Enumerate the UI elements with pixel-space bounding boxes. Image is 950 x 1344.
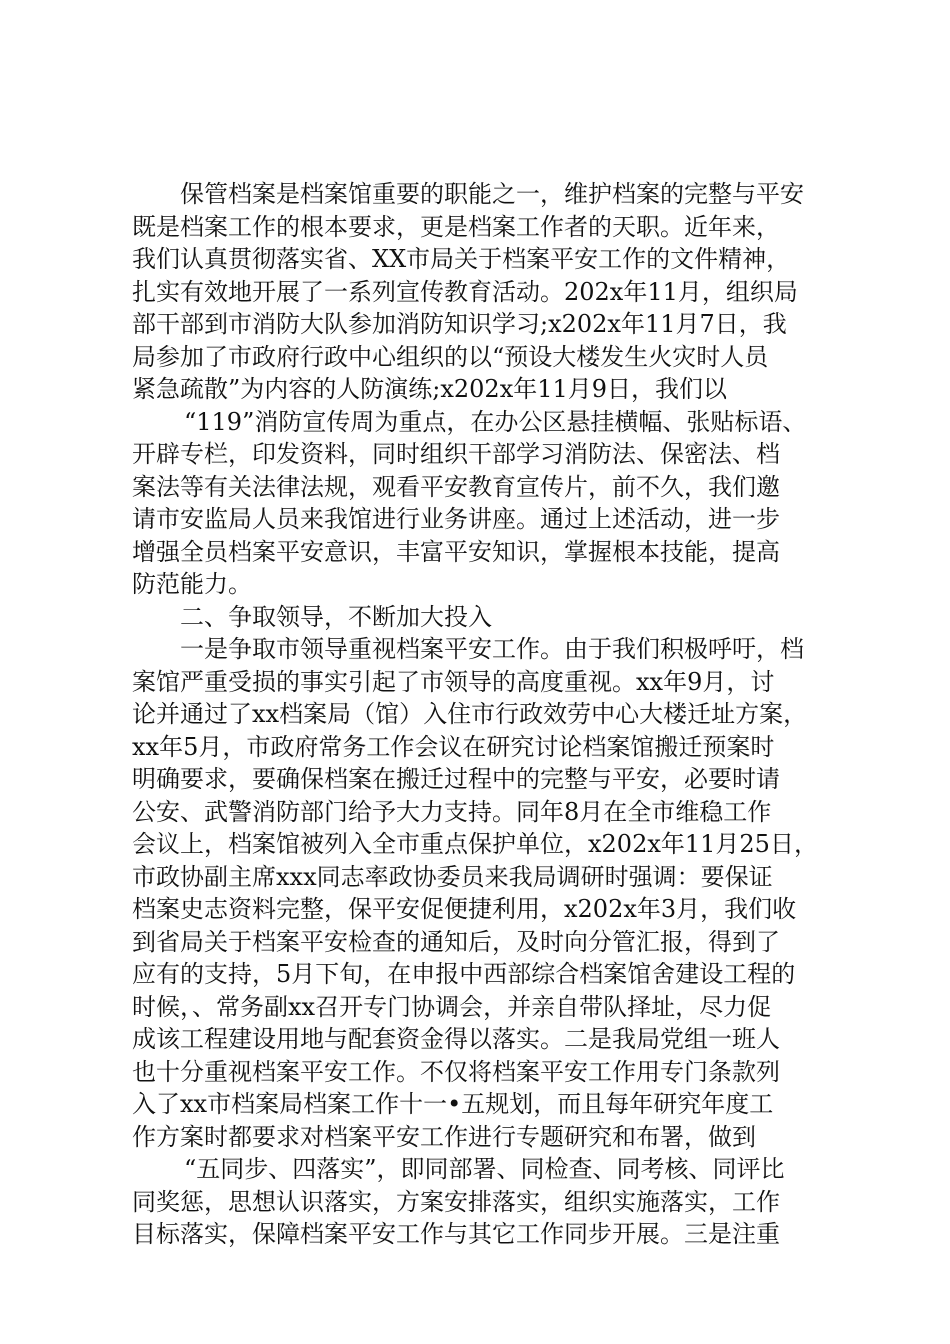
text-line: 请市安监局人员来我馆进行业务讲座。通过上述活动，进一步 (132, 505, 780, 533)
text-line: 入了xx市档案局档案工作十一•五规划，而且每年研究年度工 (132, 1090, 774, 1118)
text-line: 公安、武警消防部门给予大力支持。同年8月在全市维稳工作 (132, 797, 772, 826)
text-line: 市政协副主席xxx同志率政协委员来我局调研时强调：要保证 (132, 862, 773, 891)
text-line: 档案史志资料完整，保平安促便捷利用，x202x年3月，我们收 (132, 895, 797, 923)
text-line: 案法等有关法律法规，观看平安教育宣传片，前不久，我们邀 (132, 472, 780, 501)
text-line: 会议上，档案馆被列入全市重点保护单位，x202x年11月25日， (132, 830, 818, 858)
text-line: 开辟专栏，印发资料，同时组织干部学习消防法、保密法、档 (132, 440, 780, 468)
text-line: 同奖惩，思想认识落实，方案安排落实，组织实施落实，工作 (132, 1187, 780, 1216)
text-line: 应有的支持，5月下旬，在申报中西部综合档案馆舍建设工程的 (132, 960, 796, 988)
text-line: 增强全员档案平安意识，丰富平安知识，掌握根本技能，提高 (132, 537, 780, 566)
text-line: 一是争取市领导重视档案平安工作。由于我们积极呼吁，档 (180, 635, 804, 663)
text-line: 成该工程建设用地与配套资金得以落实。二是我局党组一班人 (132, 1025, 780, 1053)
text-line: 部干部到市消防大队参加消防知识学习;x202x年11月7日，我 (132, 310, 787, 338)
text-line: xx年5月，市政府常务工作会议在研究讨论档案馆搬迁预案时 (132, 732, 775, 761)
text-line: 到省局关于档案平安检查的通知后，及时向分管汇报，得到了 (132, 927, 780, 956)
document-body (132, 178, 852, 1251)
text-line: 我们认真贯彻落实省、XX市局关于档案平安工作的文件精神， (132, 245, 791, 273)
text-line: 也十分重视档案平安工作。不仅将档案平安工作用专门条款列 (132, 1057, 780, 1086)
text-line: “五同步、四落实”，即同部署、同检查、同考核、同评比 (184, 1155, 785, 1183)
text-line: 保管档案是档案馆重要的职能之一，维护档案的完整与平安 (180, 180, 804, 208)
text-line: 局参加了市政府行政中心组织的以“预设大楼发生火灾时人员 (132, 342, 769, 371)
text-line: 目标落实，保障档案平安工作与其它工作同步开展。三是注重 (132, 1220, 780, 1248)
text-line: 紧急疏散”为内容的人防演练;x202x年11月9日，我们以 (132, 375, 728, 403)
text-line: 案馆严重受损的事实引起了市领导的高度重视。xx年9月，讨 (132, 667, 775, 696)
text-line: 明确要求，要确保档案在搬迁过程中的完整与平安，必要时请 (132, 765, 780, 793)
text-line: 时候，、常务副xx召开专门协调会，并亲自带队择址，尽力促 (132, 992, 772, 1021)
text-line: “119”消防宣传周为重点，在办公区悬挂横幅、张贴标语、 (184, 407, 807, 436)
text-line: 论并通过了xx档案局（馆）入住市行政效劳中心大楼迁址方案， (132, 700, 808, 728)
text-line: 扎实有效地开展了一系列宣传教育活动。202x年11月，组织局 (132, 277, 798, 306)
text-line: 既是档案工作的根本要求，更是档案工作者的天职。近年来， (132, 212, 780, 241)
text-line: 二、争取领导，不断加大投入 (180, 602, 492, 631)
text-line: 作方案时都要求对档案平安工作进行专题研究和布署，做到 (132, 1122, 756, 1151)
text-line: 防范能力。 (132, 570, 252, 598)
